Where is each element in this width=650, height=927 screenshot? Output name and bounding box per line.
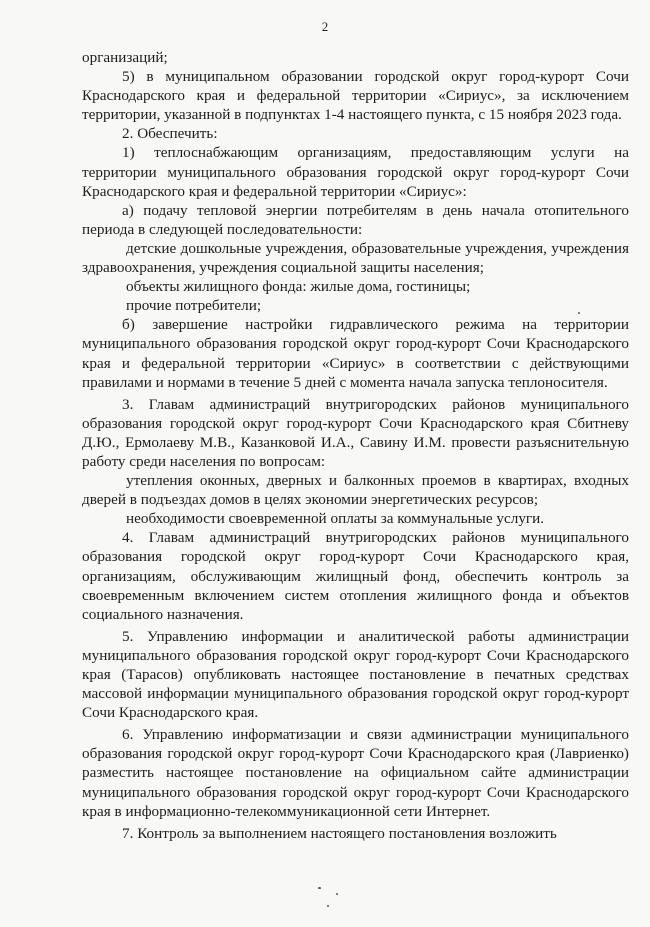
paragraph-item-5: 5) в муниципальном образовании городской округ город-курорт Сочи Краснодарского края и федеральной территории «Сириус», за исключением территории, указанной в подпунктах 1-4 настоящего пункта, с 15 ноября 2023 года. (82, 68, 629, 124)
scan-speck (327, 905, 329, 907)
paragraph-list-housing: объекты жилищного фонда: жилые дома, гостиницы; (126, 278, 471, 296)
page-number: 2 (321, 19, 329, 34)
paragraph-5: 5. Управлению информации и аналитической работы администрации муниципального образования городской округ город-курорт Сочи Краснодарского края (Тарасов) опубликовать настоящее постановление в печатных средствах массовой информации муниципального образования городской округ город-курорт Сочи Краснодарского края. (82, 627, 629, 722)
paragraph-2-1-b: б) завершение настройки гидравлического режима на территории муниципального образования городской округ город-курорт Сочи Краснодарского края и федеральной территории «Сириус» в соответствии с действующими правилами и нормами в течение 5 дней с момента начала запуска теплоносителя. (82, 316, 629, 391)
paragraph-continuation: организаций; (82, 49, 168, 66)
paragraph-6: 6. Управлению информатизации и связи администрации муниципального образования городской округ город-курорт Сочи Краснодарского края (Лавриенко) разместить настоящее постановление на официальном сайте администрации муниципального образования городской округ город-курорт Сочи Краснодарского края в информационно-телекоммуникационной сети Интернет. (82, 726, 629, 820)
scan-speck (336, 893, 338, 895)
paragraph-3-payment: необходимости своевременной оплаты за коммунальные услуги. (126, 510, 545, 528)
document-body (82, 48, 629, 843)
paragraph-7: 7. Контроль за выполнением настоящего постановления возложить (122, 824, 557, 842)
paragraph-list-institutions: детские дошкольные учреждения, образовательные учреждения, учреждения здравоохранения, учреждения социальной защиты населения; (82, 239, 629, 277)
scan-speck (578, 312, 580, 314)
paragraph-4: 4. Главам администраций внутригородских районов муниципального образования городской округ город-курорт Сочи Краснодарского края, организациям, обслуживающим жилищный фонд, обеспечить контроль за своевременным включением систем отопления жилищного фонда и объектов социального назначения. (82, 529, 629, 623)
paragraph-3-insulation: утепления оконных, дверных и балконных проемов в квартирах, входных дверей в подъездах домов в целях экономии энергетических ресурсов; (82, 472, 629, 509)
paragraph-2-heading: 2. Обеспечить: (122, 125, 218, 143)
scan-speck (318, 887, 321, 889)
paragraph-2-1: 1) теплоснабжающим организациям, предоставляющим услуги на территории муниципального образования городской округ город-курорт Сочи Краснодарского края и федеральной территории «Сириус»: (82, 144, 629, 200)
paragraph-list-other: прочие потребители; (126, 297, 262, 315)
paragraph-3: 3. Главам администраций внутригородских районов муниципального образования городской округ город-курорт Сочи Краснодарского края Сбитневу Д.Ю., Ермолаеву М.В., Казанковой И.А., Савину И.М. провести разъяснительную работу среди населения по вопросам: (82, 395, 629, 470)
paragraph-2-1-a: а) подачу тепловой энергии потребителям в день начала отопительного периода в следующей последовательности: (82, 201, 629, 238)
